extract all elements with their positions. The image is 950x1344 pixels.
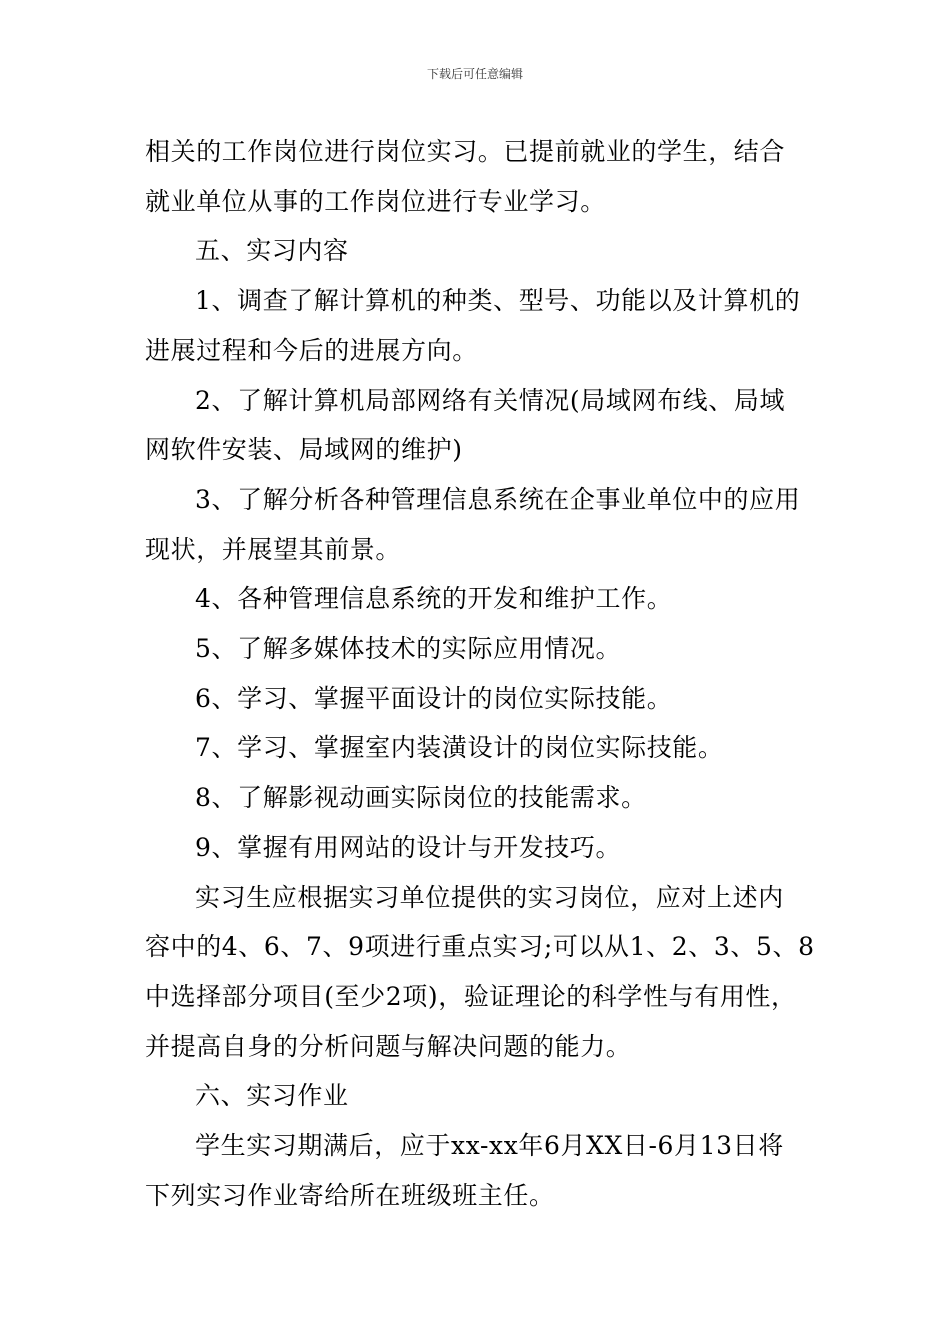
paragraph-internship-requirements: [145, 873, 815, 1072]
text-line: 8、了解影视动画实际岗位的技能需求。: [195, 783, 647, 813]
document-body: [145, 127, 815, 1220]
text-line: 9、掌握有用网站的设计与开发技巧。: [195, 832, 622, 862]
text-line: 7、学习、掌握室内装潢设计的岗位实际技能。: [195, 733, 724, 763]
text-line: 就业单位从事的工作岗位进行专业学习。: [145, 186, 606, 216]
text-line: 六、实习作业: [195, 1081, 349, 1111]
paragraph-submission-deadline: [145, 1121, 807, 1220]
text-line: 6、学习、掌握平面设计的岗位实际技能。: [195, 683, 673, 713]
paragraph-intro-continuation: [145, 127, 807, 226]
list-item-4: [145, 574, 807, 624]
text-line: 五、实习内容: [195, 236, 349, 266]
text-line: 进展过程和今后的进展方向。: [145, 335, 478, 365]
list-item-9: [145, 823, 807, 873]
list-item-8: [145, 773, 807, 823]
text-line: 网软件安装、局域网的维护): [145, 435, 463, 465]
list-item-1: [145, 276, 807, 375]
text-line: 相关的工作岗位进行岗位实习。已提前就业的学生，结合: [145, 137, 786, 166]
text-line: 5、了解多媒体技术的实际应用情况。: [195, 634, 622, 664]
list-item-2: [145, 376, 807, 475]
list-item-6: [145, 674, 807, 724]
section-heading-internship-assignment: [145, 1071, 807, 1121]
text-line: 中选择部分项目(至少2项)，验证理论的科学性与有用性，: [145, 981, 797, 1011]
text-line: 现状，并展望其前景。: [145, 534, 402, 564]
section-heading-internship-content: [145, 226, 807, 276]
list-item-5: [145, 624, 807, 674]
text-line: 1、调查了解计算机的种类、型号、功能以及计算机的: [195, 286, 801, 316]
list-item-3: [145, 475, 807, 574]
text-line: 学生实习期满后，应于xx-xx年6月XX日-6月13日将: [195, 1131, 784, 1161]
text-line: 下列实习作业寄给所在班级班主任。: [145, 1180, 555, 1210]
text-line: 3、了解分析各种管理信息系统在企事业单位中的应用: [195, 484, 801, 514]
text-line: 实习生应根据实习单位提供的实习岗位，应对上述内: [195, 882, 784, 912]
list-item-7: [145, 723, 807, 773]
text-line: 4、各种管理信息系统的开发和维护工作。: [195, 584, 673, 614]
text-line: 并提高自身的分析问题与解决问题的能力。: [145, 1031, 632, 1061]
text-line: 2、了解计算机局部网络有关情况(局域网布线、局域: [195, 385, 786, 415]
text-line: 容中的4、6、7、9项进行重点实习;可以从1、2、3、5、8: [145, 932, 815, 962]
page-header: 下载后可任意编辑: [426, 67, 523, 81]
